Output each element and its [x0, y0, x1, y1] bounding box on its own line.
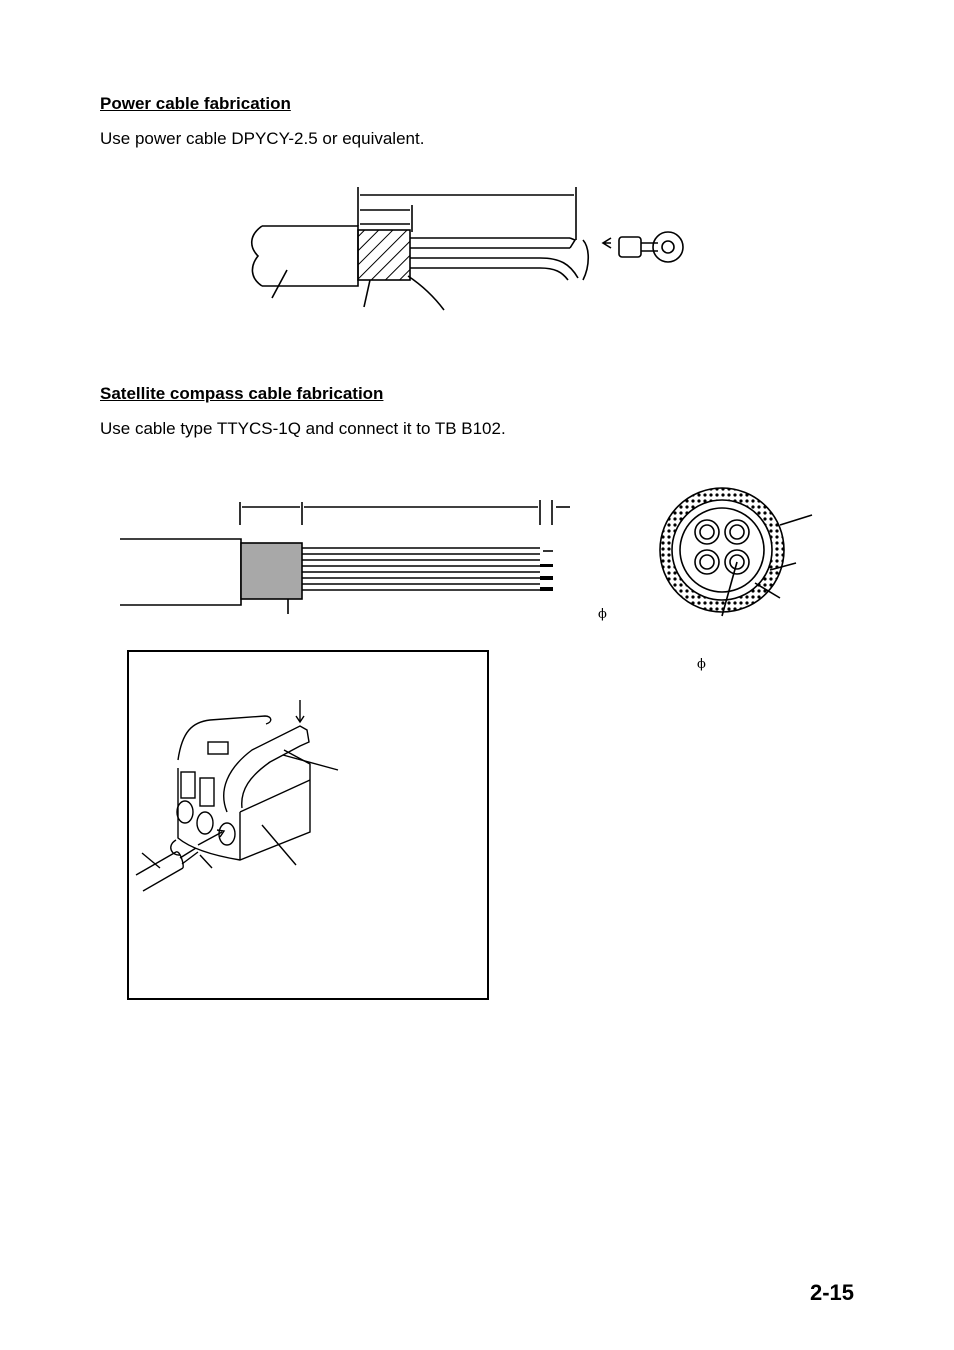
phi-symbol-1: ϕ	[598, 607, 607, 622]
phi-symbol-2: ϕ	[697, 657, 706, 672]
page-number: 2-15	[809, 1280, 854, 1305]
power-cable-heading: Power cable fabrication	[100, 94, 291, 113]
satellite-cable-instruction: Use cable type TTYCS-1Q and connect it to TB B102.	[100, 419, 506, 438]
power-cable-instruction: Use power cable DPYCY-2.5 or equivalent.	[100, 129, 425, 148]
satellite-cable-heading: Satellite compass cable fabrication	[100, 384, 384, 403]
